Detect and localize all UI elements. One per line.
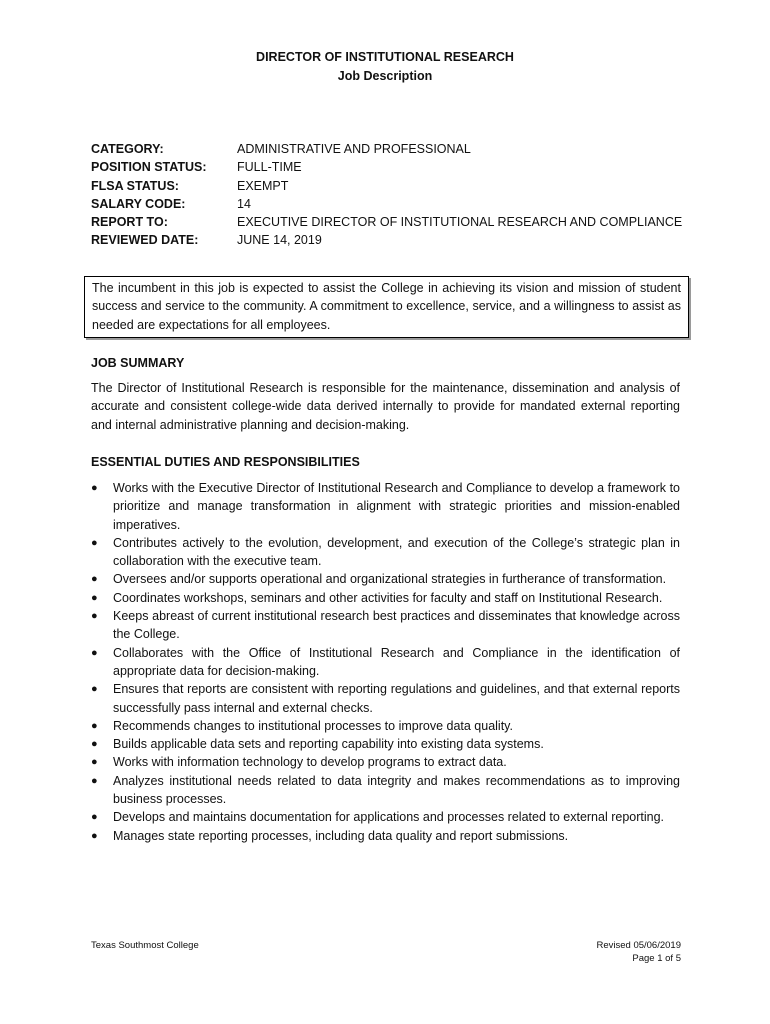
list-item <box>91 479 680 534</box>
list-item <box>91 753 680 771</box>
bullet-icon: ● <box>91 829 98 842</box>
duty-text: Ensures that reports are consistent with reporting regulations and guidelines, and that external reports successfully pass internal and external checks. <box>113 682 680 715</box>
meta-row-report-to <box>91 213 691 231</box>
footer-page-number: Page 1 of 5 <box>632 953 681 964</box>
list-item <box>91 644 680 681</box>
list-item <box>91 570 680 588</box>
list-item <box>91 808 680 826</box>
duty-text: Collaborates with the Office of Institutional Research and Compliance in the identification of appropriate data for decision-making. <box>113 645 680 678</box>
bullet-icon: ● <box>91 482 98 494</box>
meta-label: REPORT TO: <box>91 215 168 230</box>
footer-revised-date: Revised 05/06/2019 <box>596 940 681 951</box>
duty-text: Builds applicable data sets and reporting capability into existing data systems. <box>113 737 544 752</box>
meta-row-flsa-status <box>91 177 691 195</box>
list-item <box>91 534 680 571</box>
bullet-icon: ● <box>91 774 98 787</box>
meta-value: EXEMPT <box>237 178 289 193</box>
list-item <box>91 589 680 607</box>
list-item <box>91 772 680 809</box>
meta-row-reviewed-date <box>91 231 691 249</box>
meta-value: 14 <box>237 196 251 211</box>
meta-value: EXECUTIVE DIRECTOR OF INSTITUTIONAL RESEARCH AND COMPLIANCE <box>237 215 683 230</box>
duty-text: Keeps abreast of current institutional research best practices and disseminates that knowledge across the College. <box>113 609 680 642</box>
meta-row-category <box>91 140 691 158</box>
duty-text: Works with information technology to develop programs to extract data. <box>113 755 507 770</box>
job-summary-heading: JOB SUMMARY <box>91 356 185 370</box>
bullet-icon: ● <box>91 811 98 824</box>
meta-row-salary-code <box>91 195 691 213</box>
duty-text: Recommends changes to institutional processes to improve data quality. <box>113 718 513 733</box>
duty-text: Coordinates workshops, seminars and other activities for faculty and staff on Institutional Research. <box>113 590 663 605</box>
bullet-icon: ● <box>91 646 98 659</box>
meta-label: REVIEWED DATE: <box>91 233 199 248</box>
bullet-icon: ● <box>91 610 98 623</box>
duty-text: Works with the Executive Director of Institutional Research and Compliance to develop a framework to prioritize and manage transformation in alignment with strategic priorities and mission-enabled imperatives. <box>113 481 680 532</box>
document-subtitle: Job Description <box>337 69 433 83</box>
meta-label: FLSA STATUS: <box>91 178 179 193</box>
list-item <box>91 680 680 717</box>
list-item <box>91 607 680 644</box>
meta-label: CATEGORY: <box>91 142 164 156</box>
duty-text: Contributes actively to the evolution, development, and execution of the College’s strategic plan in collaboration with the executive team. <box>113 535 680 569</box>
meta-label: SALARY CODE: <box>91 196 186 211</box>
bullet-icon: ● <box>91 683 98 696</box>
duties-heading: ESSENTIAL DUTIES AND RESPONSIBILITIES <box>91 455 360 469</box>
footer-revision <box>596 939 681 965</box>
bullet-icon: ● <box>91 536 98 549</box>
bullet-icon: ● <box>91 573 98 586</box>
meta-value: JUNE 14, 2019 <box>237 233 322 248</box>
bullet-icon: ● <box>91 591 98 604</box>
duty-text: Analyzes institutional needs related to data integrity and makes recommendations as to improving business processes. <box>113 773 680 807</box>
duty-text: Develops and maintains documentation for applications and processes related to external reporting. <box>113 810 665 825</box>
duty-text: Manages state reporting processes, including data quality and report submissions. <box>113 828 569 843</box>
job-summary-text: The Director of Institutional Research is responsible for the maintenance, dissemination and analysis of accurate and consistent college-wide data derived internally to provide for mandated external reporting and internal administrative planning and decision-making. <box>91 381 680 432</box>
intro-statement-box: The incumbent in this job is expected to assist the College in achieving its vision and mission of student success and service to the community. A commitment to excellence, service, and a willingness to assist as needed are expectations for all employees. <box>84 276 689 338</box>
meta-value: FULL-TIME <box>237 160 302 175</box>
list-item <box>91 735 680 753</box>
bullet-icon: ● <box>91 738 98 751</box>
meta-label: POSITION STATUS: <box>91 160 207 175</box>
footer-institution: Texas Southmost College <box>91 940 199 951</box>
bullet-icon: ● <box>91 756 98 769</box>
bullet-icon: ● <box>91 719 98 732</box>
duties-list <box>91 479 680 845</box>
list-item <box>91 827 680 845</box>
title-block <box>0 48 770 86</box>
document-title: DIRECTOR OF INSTITUTIONAL RESEARCH <box>256 50 514 64</box>
list-item <box>91 717 680 735</box>
duty-text: Oversees and/or supports operational and organizational strategies in furtherance of transformation. <box>113 572 667 587</box>
position-details <box>91 140 691 250</box>
meta-value: ADMINISTRATIVE AND PROFESSIONAL <box>237 142 471 156</box>
meta-row-position-status <box>91 158 691 176</box>
